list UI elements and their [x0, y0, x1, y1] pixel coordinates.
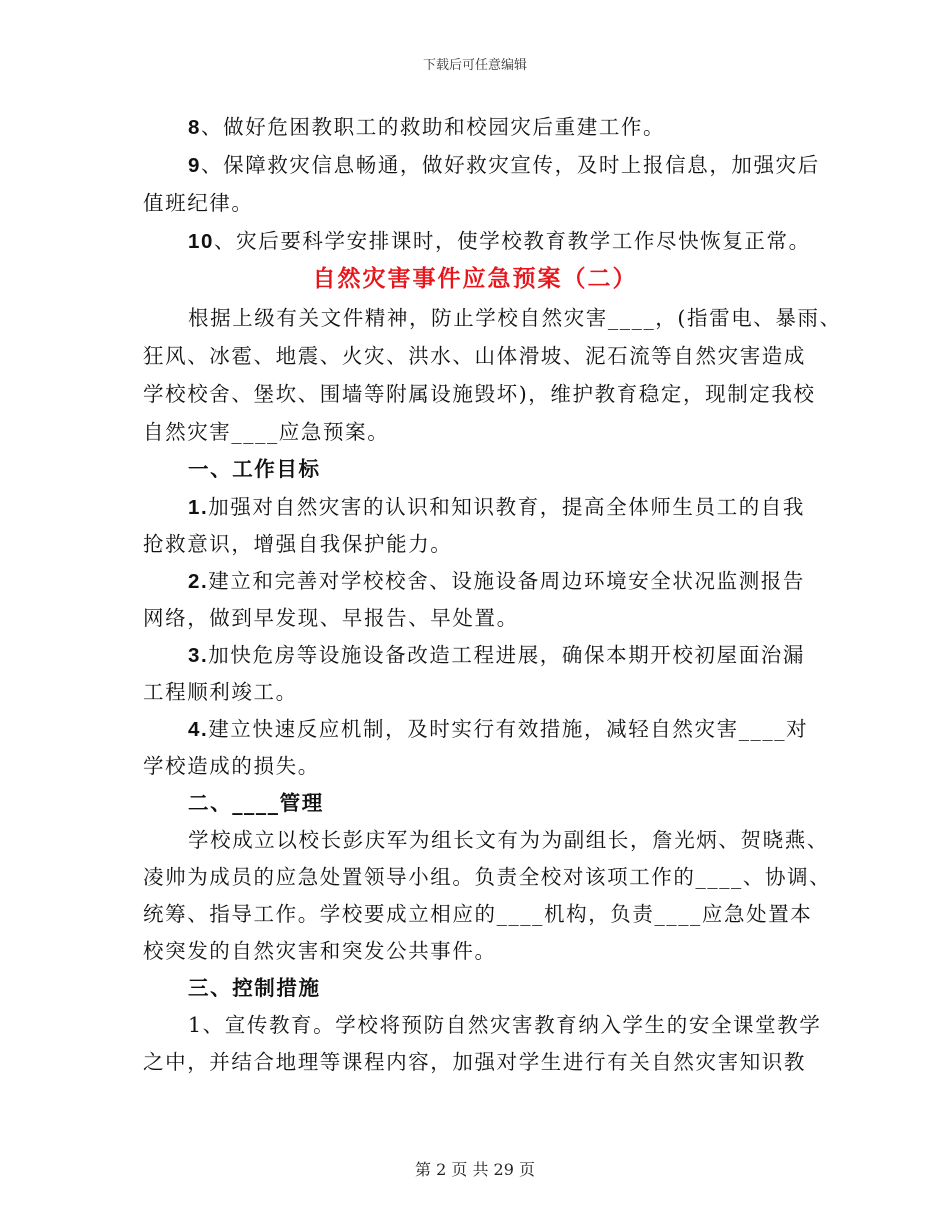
paragraph-line [188, 493, 805, 522]
paragraph-line: 自然灾害____应急预案。 [143, 420, 390, 444]
paragraph-line [188, 567, 805, 596]
item-text: 加强对自然灾害的认识和知识教育，提高全体师生员工的自我 [208, 495, 805, 519]
item-text: 加快危房等设施设备改造工程进展，确保本期开校初屋面治漏 [208, 643, 805, 667]
paragraph-line: 值班纪律。 [143, 191, 254, 215]
paragraph-line: 根据上级有关文件精神，防止学校自然灾害____，(指雷电、暴雨、 [188, 306, 842, 330]
item-text: 建立快速反应机制，及时实行有效措施，减轻自然灾害____对 [208, 717, 809, 741]
item-number: 3. [188, 644, 209, 667]
item-text: 、保障救灾信息畅通，做好救灾宣传，及时上报信息，加强灾后 [201, 153, 820, 177]
paragraph-line: 统筹、指导工作。学校要成立相应的____机构，负责____应急处置本 [143, 902, 813, 926]
paragraph-line [188, 227, 811, 256]
paragraph-line: 学校造成的损失。 [143, 754, 320, 778]
paragraph-line: 工程顺利竣工。 [143, 680, 298, 704]
item-text: 、做好危困教职工的救助和校园灾后重建工作。 [201, 115, 666, 139]
paragraph-line: 1、宣传教育。学校将预防自然灾害教育纳入学生的安全课堂教学 [188, 1013, 822, 1037]
heading-2: 二、____管理 [188, 791, 324, 815]
page-footer: 第 2 页 共 29 页 [415, 1160, 535, 1179]
paragraph-line [188, 151, 820, 180]
item-number: 4. [188, 718, 209, 741]
heading-1: 一、工作目标 [188, 457, 321, 481]
item-number: 1. [188, 496, 209, 519]
paragraph-line: 网络，做到早发现、早报告、早处置。 [143, 606, 519, 630]
item-number: 2. [188, 570, 209, 593]
heading-3: 三、控制措施 [188, 976, 321, 1000]
item-number: 10 [188, 230, 215, 253]
paragraph-line: 狂风、冰雹、地震、火灾、洪水、山体滑坡、泥石流等自然灾害造成 [143, 344, 806, 368]
item-text: 、灾后要科学安排课时，使学校教育教学工作尽快恢复正常。 [214, 229, 811, 253]
paragraph-line: 之中，并结合地理等课程内容，加强对学生进行有关自然灾害知识教 [143, 1050, 806, 1074]
paragraph-line [188, 641, 805, 670]
paragraph-line: 抢救意识，增强自我保护能力。 [143, 532, 453, 556]
item-number: 9 [188, 154, 202, 177]
paragraph-line [188, 113, 665, 142]
paragraph-line: 学校校舍、堡坎、围墙等附属设施毁坏)，维护教育稳定，现制定我校 [143, 382, 816, 406]
section-title: 自然灾害事件应急预案（二） [312, 266, 638, 292]
item-number: 8 [188, 116, 202, 139]
paragraph-line [188, 715, 808, 744]
page-header: 下载后可任意编辑 [422, 58, 527, 73]
paragraph-line: 凌帅为成员的应急处置领导小组。负责全校对该项工作的____、协调、 [143, 865, 832, 889]
item-text: 建立和完善对学校校舍、设施设备周边环境安全状况监测报告 [208, 569, 805, 593]
paragraph-line: 校突发的自然灾害和突发公共事件。 [143, 939, 497, 963]
paragraph-line: 学校成立以校长彭庆军为组长文有为为副组长，詹光炳、贺晓燕、 [188, 828, 829, 852]
